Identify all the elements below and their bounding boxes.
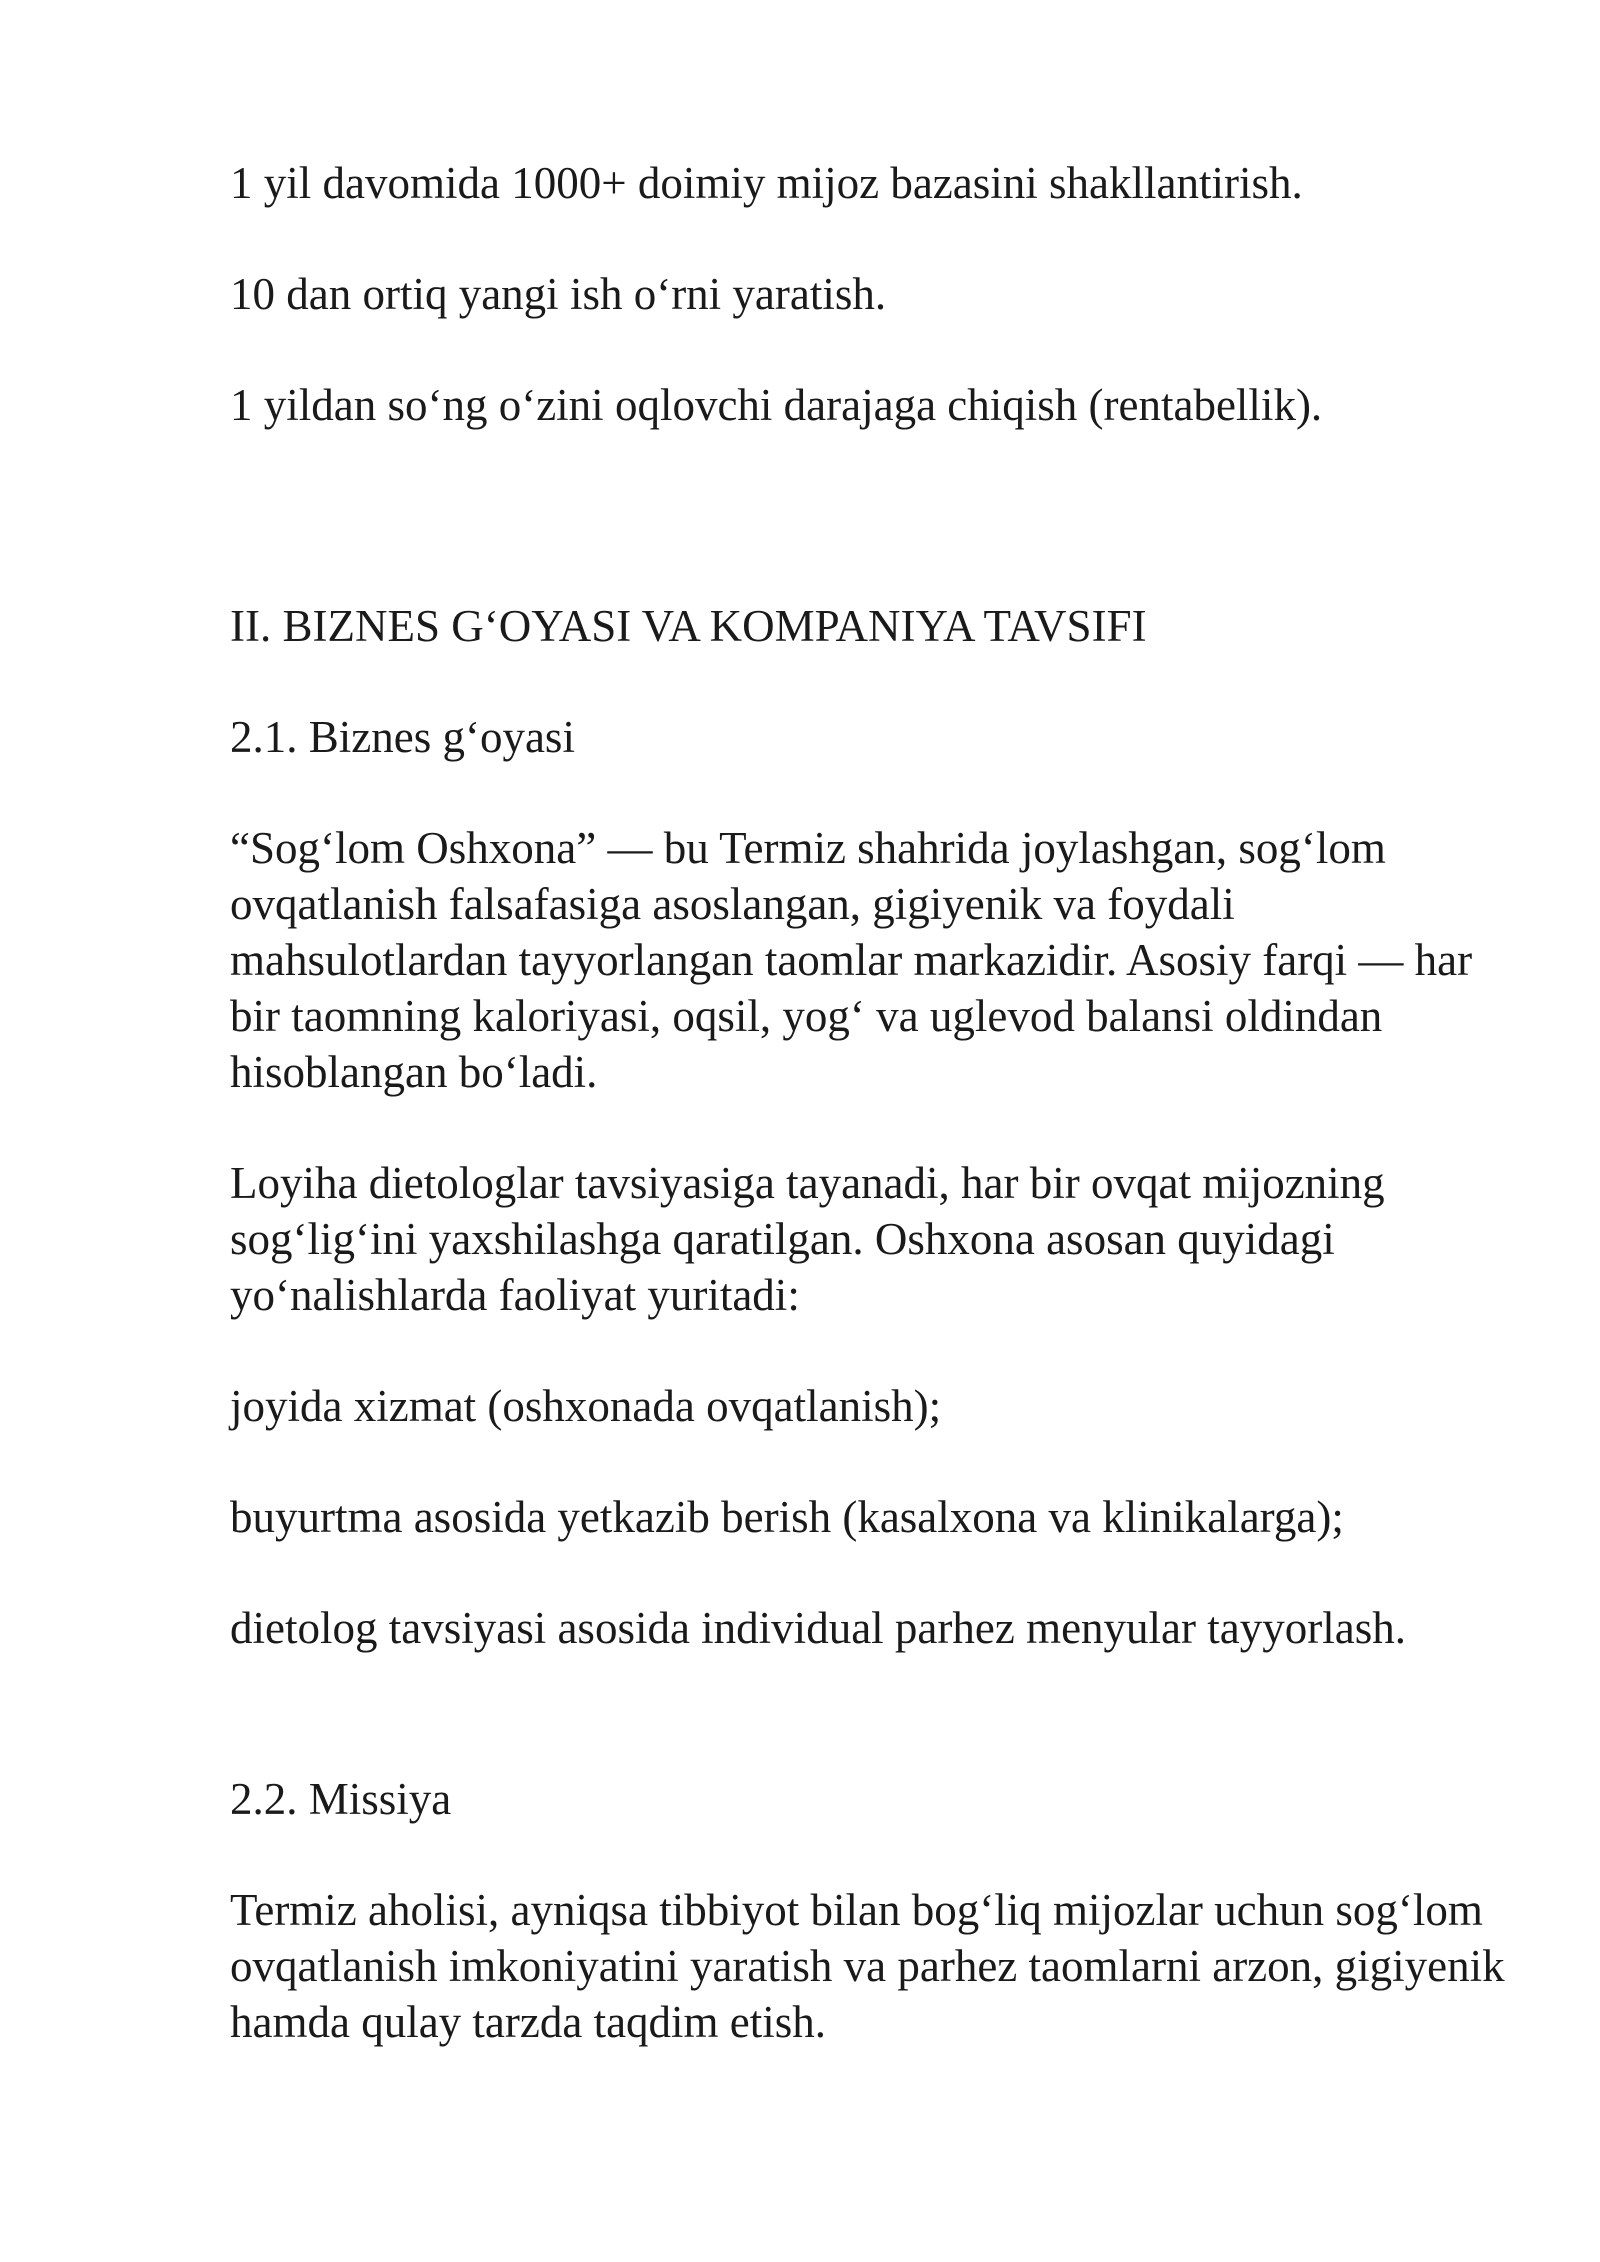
service-list-item-1: joyida xizmat (oshxonada ovqatlanish); <box>230 1381 942 1431</box>
goal-line-2: 10 dan ortiq yangi ish o‘rni yaratish. <box>230 269 887 319</box>
document-body <box>230 155 1520 2050</box>
service-list-item-3: dietolog tavsiyasi asosida individual parhez menyular tayyorlash. <box>230 1603 1406 1653</box>
subsection-title-business-idea: 2.1. Biznes g‘oyasi <box>230 712 575 762</box>
goal-line-1: 1 yil davomida 1000+ doimiy mijoz bazasini shakllantirish. <box>230 158 1303 208</box>
business-idea-paragraph-1: “Sog‘lom Oshxona” — bu Termiz shahrida joylashgan, sog‘lom ovqatlanish falsafasiga asoslangan, gigiyenik va foydali mahsulotlardan tayyorlangan taomlar markazidir. Asosiy farqi — har bir taomning kaloriyasi, oqsil, yog‘ va uglevod balansi oldindan hisoblangan bo‘ladi. <box>230 823 1473 1097</box>
goal-line-3: 1 yildan so‘ng o‘zini oqlovchi darajaga chiqish (rentabellik). <box>230 380 1323 430</box>
subsection-title-mission: 2.2. Missiya <box>230 1774 452 1824</box>
section-title: II. BIZNES G‘OYASI VA KOMPANIYA TAVSIFI <box>230 601 1147 651</box>
business-idea-paragraph-2: Loyiha dietologlar tavsiyasiga tayanadi, har bir ovqat mijozning sog‘lig‘ini yaxshilashga qaratilgan. Oshxona asosan quyidagi yo‘nalishlarda faoliyat yuritadi: <box>230 1158 1385 1320</box>
service-list-item-2: buyurtma asosida yetkazib berish (kasalxona va klinikalarga); <box>230 1492 1344 1542</box>
mission-paragraph: Termiz aholisi, ayniqsa tibbiyot bilan bog‘liq mijozlar uchun sog‘lom ovqatlanish imkoniyatini yaratish va parhez taomlarni arzon, gigiyenik hamda qulay tarzda taqdim etish. <box>230 1885 1505 2047</box>
